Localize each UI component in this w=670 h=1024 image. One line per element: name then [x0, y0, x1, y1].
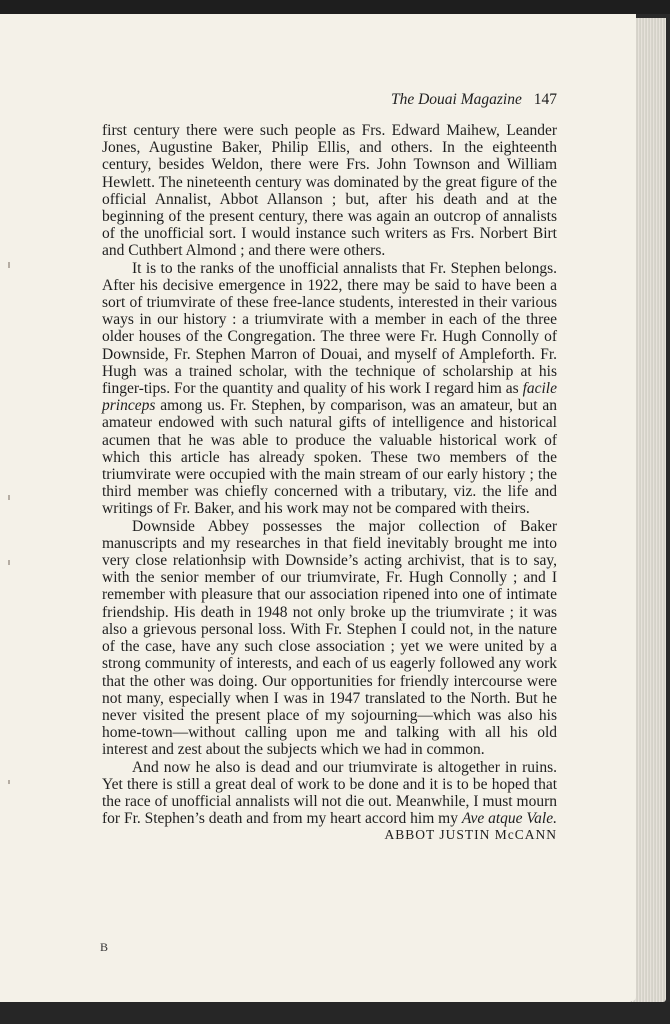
signature-mark: B	[100, 940, 109, 954]
paragraph-2	[102, 260, 557, 518]
paragraph-2-end: among us. Fr. Stephen, by comparison, was an amateur, but an amateur endowed with such natural gifts of intelligence and historical acumen that he was able to produce the valuable historical work of which this article has already spoken. These two members of the triumvirate were occupied with the main stream of our early history ; the third member was chiefly concerned with a tributary, viz. the life and writings of Fr. Baker, and his work may not be compared with theirs.	[102, 397, 557, 518]
paragraph-3: Downside Abbey possesses the major collection of Baker manuscripts and my researches in that field inevitably brought me into very close relationhsip with Downside’s acting archivist, that is to say, with the senior member of our triumvirate, Fr. Hugh Connolly ; and I remember with pleasure that our association ripened into one of intimate friendship. His death in 1948 not only broke up the triumvirate ; it was also a grievous personal loss. With Fr. Stephen I could not, in the nature of the case, have any such close association ; yet we were united by a strong community of interests, and each of us eagerly followed any work that the other was doing. Our opportunities for friendly intercourse were not many, especially when I was in 1947 translated to the North. But he never visited the present place of my sojourning—which was also his home-town—without calling upon me and talking with all his old interest and zest about the subjects which we had in common.	[102, 517, 557, 759]
running-header	[102, 91, 557, 109]
page-number: 147	[533, 91, 557, 108]
paragraph-4	[102, 759, 557, 828]
author-signature: ABBOT JUSTIN McCANN	[384, 827, 557, 843]
article-body	[102, 122, 557, 844]
scan-border-top	[0, 0, 670, 14]
page-edges	[632, 18, 666, 1002]
scan-border-bottom	[0, 1002, 670, 1024]
paragraph-2-italic: facile princeps	[102, 380, 557, 415]
journal-title: The Douai Magazine	[390, 91, 522, 108]
paragraph-4-italic: Ave atque Vale.	[461, 810, 557, 828]
paragraph-4-start: And now he also is dead and our triumvirate is altogether in ruins. Yet there is still a great deal of work to be done and it is to be hoped that the race of unofficial annalists will not die out. Meanwhile, I must mourn for Fr. Stephen’s death and from my heart accord him my	[102, 758, 557, 828]
paragraph-1: first century there were such people as Frs. Edward Maihew, Leander Jones, Augustine Baker, Philip Ellis, and others. In the eighteenth century, besides Weldon, there were Frs. John Townson and William Hewlett. The nineteenth century was dominated by the great figure of the official Annalist, Abbot Allanson ; but, after his death and at the beginning of the present century, there was again an outcrop of annalists of the unofficial sort. I would instance such writers as Frs. Norbert Birt and Cuthbert Almond ; and there were others.	[102, 122, 557, 260]
paragraph-2-start: It is to the ranks of the unofficial annalists that Fr. Stephen belongs. After his decisive emergence in 1922, there may be said to have been a sort of triumvirate of these free-lance students, interested in their various ways in our history : a triumvirate with a member in each of the three older houses of the Congregation. The three were Fr. Hugh Connolly of Downside, Fr. Stephen Marron of Douai, and myself of Ampleforth. Fr. Hugh was a trained scholar, with the technique of scholarship at his finger-tips. For the quantity and quality of his work I regard him as	[102, 259, 557, 398]
